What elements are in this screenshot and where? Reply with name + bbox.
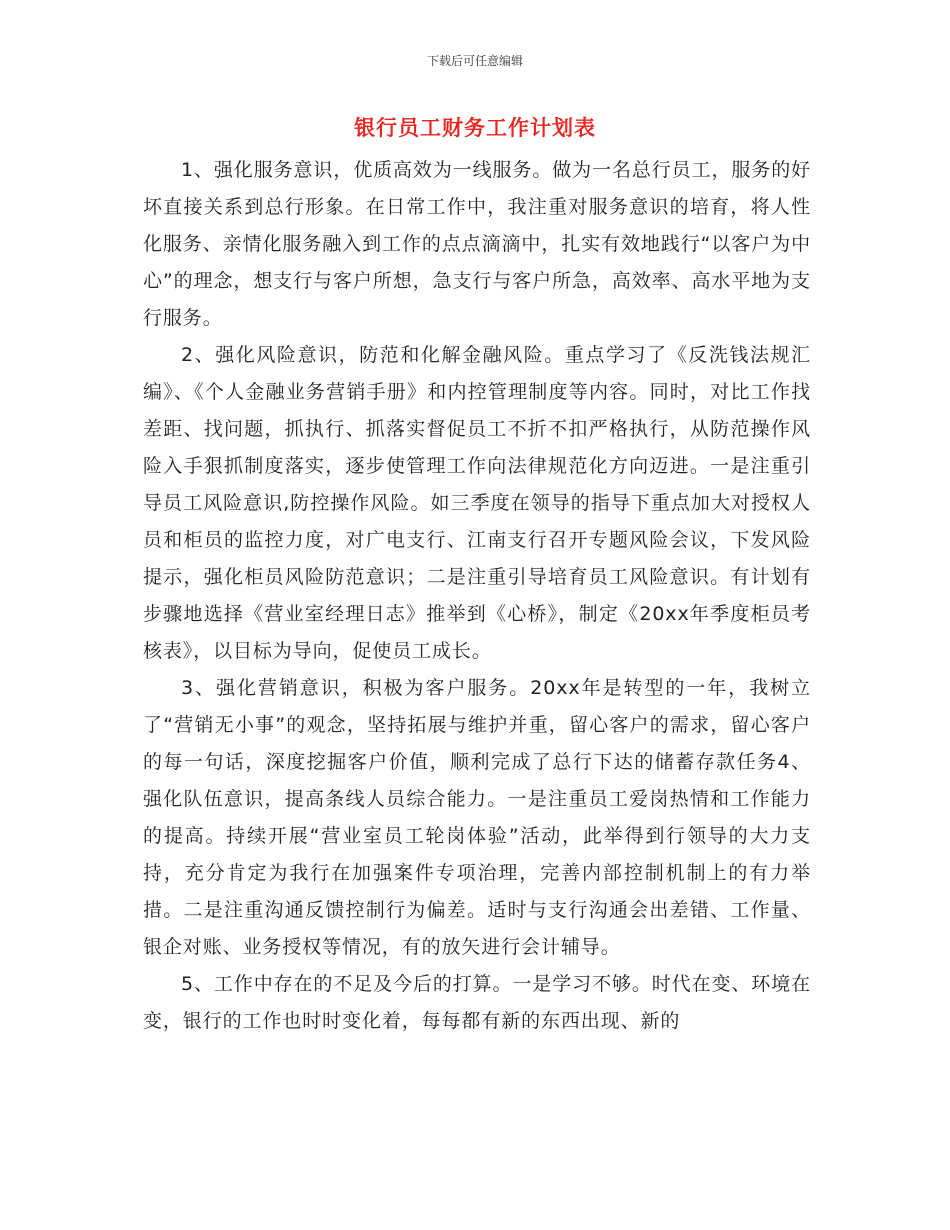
document-body: [143, 152, 811, 1040]
header-note: 下载后可任意编辑: [426, 54, 523, 68]
paragraph-1: 1、强化服务意识，优质高效为一线服务。做为一名总行员工，服务的好坏直接关系到总行形象。在日常工作中，我注重对服务意识的培育，将人性化服务、亲情化服务融入到工作的点点滴滴中，扎实有效地践行“以客户为中心”的理念，想支行与客户所想，急支行与客户所急，高效率、高水平地为支行服务。: [143, 159, 811, 329]
paragraph-2: 2、强化风险意识，防范和化解金融风险。重点学习了《反洗钱法规汇编》、《个人金融业务营销手册》和内控管理制度等内容。同时，对比工作找差距、找问题，抓执行、抓落实督促员工不折不扣严格执行，从防范操作风险入手狠抓制度落实，逐步使管理工作向法律规范化方向迈进。一是注重引导员工风险意识,防控操作风险。如三季度在领导的指导下重点加大对授权人员和柜员的监控力度，对广电支行、江南支行召开专题风险会议，下发风险提示，强化柜员风险防范意识；二是注重引导培育员工风险意识。有计划有步骤地选择《营业室经理日志》推举到《心桥》，制定《20xx年季度柜员考核表》，以目标为导向，促使员工成长。: [143, 344, 811, 662]
paragraph-4: 5、工作中存在的不足及今后的打算。一是学习不够。时代在变、环境在变，银行的工作也时时变化着，每每都有新的东西出现、新的: [143, 973, 811, 1032]
paragraph-3: 3、强化营销意识，积极为客户服务。20xx年是转型的一年，我树立了“营销无小事”的观念，坚持拓展与维护并重，留心客户的需求，留心客户的每一句话，深度挖掘客户价值，顺利完成了总行下达的储蓄存款任务4、强化队伍意识，提高条线人员综合能力。一是注重员工爱岗热情和工作能力的提高。持续开展“营业室员工轮岗体验”活动，此举得到行领导的大力支持，充分肯定为我行在加强案件专项治理，完善内部控制机制上的有力举措。二是注重沟通反馈控制行为偏差。适时与支行沟通会出差错、工作量、银企对账、业务授权等情况，有的放矢进行会计辅导。: [143, 677, 811, 958]
document-title: 银行员工财务工作计划表: [354, 116, 596, 140]
